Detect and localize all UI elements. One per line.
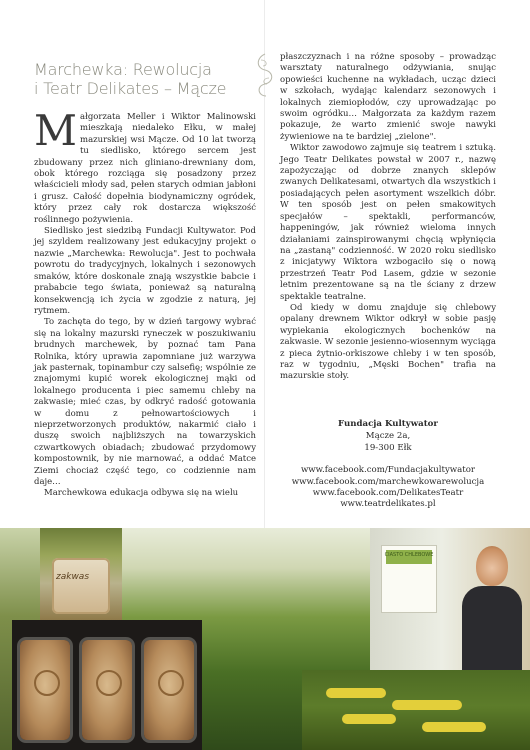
photo-collage [0,528,530,750]
bread-loaf [144,640,194,740]
article-paragraph: To zachęta do tego, by w dzień targowy wybrać się na lokalny mazurski ryneczek w poszukiwaniu brudnych marchewek, by poznać tam Pana Rolnika, który uprawia zapomniane już warzywa jak pasternak, topinambur czy salsefię; wspólnie ze znajomymi kupić worek ekologicznej mąki od lokalnego producenta i piec samemu chleby na zakwasie; mieć czas, by odkryć radość gotowania w domu z pełnowartościowych i nieprzetworzonych produktów, nakarmić ciało i duszę swoich najbliższych na towarzyskich czwartkowych obiadach; zbudować przydomowy kompostownik, by nie marnować, a oddać Matce Ziemi chociaż część tego, co codziennie nam daje… [34,317,256,487]
article-paragraph: płaszczyznach i na różne sposoby – prowadząc warsztaty naturalnego odżywiania, snując opowieści kuchenne na wykładach, ucząc dzieci w szkołach, wydając kalendarz sezonowych i lokalnych ziemiopłodów, czy uprowadzając po swoim ogródku… Małgorzata za każdym razem pokazuje, że warto zmienić swoje nawyki żywieniowe na te bardziej „zielone". [280,52,496,142]
article-title-line-2: i Teatr Delikates – Mącze [34,79,227,98]
recipe-card [382,546,436,612]
article-title [34,60,258,98]
woman-figure [462,540,522,670]
article-paragraph: Wiktor zawodowo zajmuje się teatrem i sztuką. Jego Teatr Delikates powstał w 2007 r., nazwę zapożyczając od dobrze znanych sklepów zwanych Delikatesami, otwartych dla wszystkich i posiadających pełen asortyment wszelkich dóbr. W ten sposób jest on pełen smakowitych specjałów – spektakli, performanców, happeningów, jak również wieloma innych działaniami zainspirowanymi chęcią wpłynięcia na „zastaną" codzienność. W 2020 roku siedlisko z inicjatywy Wiktora wzbogaciło się o nową przestrzeń Teatr Pod Lasem, gdzie w sezonie letnim prezentowane są na tle ściany z drzew spektakle teatralne. [280,143,496,302]
web-link[interactable]: www.teatrdelikates.pl [340,499,436,510]
swirl-ornament-icon [252,52,278,98]
zucchini-photo [302,670,530,750]
article-title-line-1: Marchewka: Rewolucja [34,60,212,79]
recipe-card-title: CIASTO CHLEBOWE [384,552,434,558]
article-column-left [34,106,256,500]
jar-image [52,558,110,614]
bread-loaf [82,640,132,740]
paragraph-text: ałgorzata Meller i Wiktor Malinowski mieszkają niedaleko Ełku, w małej mazurskiej wsi Mącze. Od 10 lat tworzą tu siedlisko, którego sercem jest zbudowany przez nich gliniano-drewniany dom, obok którego rozciąga się posadzony przez właścicieli młody sad, pełen starych odmian jabłoni i grusz. Całość dopełnia biodynamiczny ogródek, który przez cały rok dostarcza większość roślinnego pożywienia. [34,112,256,225]
workshop-photo [370,528,530,670]
links-list [280,465,496,511]
article-paragraph: Marchewkowa edukacja odbywa się na wielu [44,488,239,499]
zucchini [326,688,386,698]
web-link[interactable]: www.facebook.com/Fundacjakultywator [300,465,476,476]
address-line: 19-300 Ełk [364,442,412,453]
woman-head [476,546,508,586]
address-line: Mącze 2a, [365,431,411,442]
article-paragraph [34,106,256,226]
drop-cap: M [34,106,78,155]
contact-block [280,419,496,511]
sourdough-jar-photo [40,528,122,620]
web-link[interactable]: www.facebook.com/marchewkowarewolucja [291,476,485,487]
zucchini [342,714,396,724]
bread-loaves-photo [12,620,202,750]
jar-label: zakwas [56,572,90,582]
article-paragraph: Siedlisko jest siedzibą Fundacji Kultywator. Pod jej szyldem realizowany jest edukacyjny projekt o nazwie „Marchewka: Rewolucja". Jest to pochwała powrotu do tradycyjnych, lokalnych i sezonowych smaków, które doskonale znają wszystkie babcie i prababcie tego świata, ponieważ są naturalną konsekwencją ich życia w zgodzie z naturą, jej rytmem. [34,226,256,316]
zucchini [392,700,462,710]
organization-name: Fundacja Kultywator [338,419,438,429]
article-paragraph: Od kiedy w domu znajduje się chlebowy opalany drewnem Wiktor odkrył w sobie pasję wypiekania ekologicznych bochenków na zakwasie. W sezonie jesienno-wiosennym wyciąga z pieca żytnio-orkiszowe chleby i w ten sposób, raz w tygodniu, „Męski Bochen" trafia na mazurskie stoły. [280,302,496,382]
web-link[interactable]: www.facebook.com/DelikatesTeatr [312,488,464,499]
zucchini [422,722,486,732]
bread-loaf [20,640,70,740]
article-column-right [280,52,496,383]
woman-body [462,586,522,676]
